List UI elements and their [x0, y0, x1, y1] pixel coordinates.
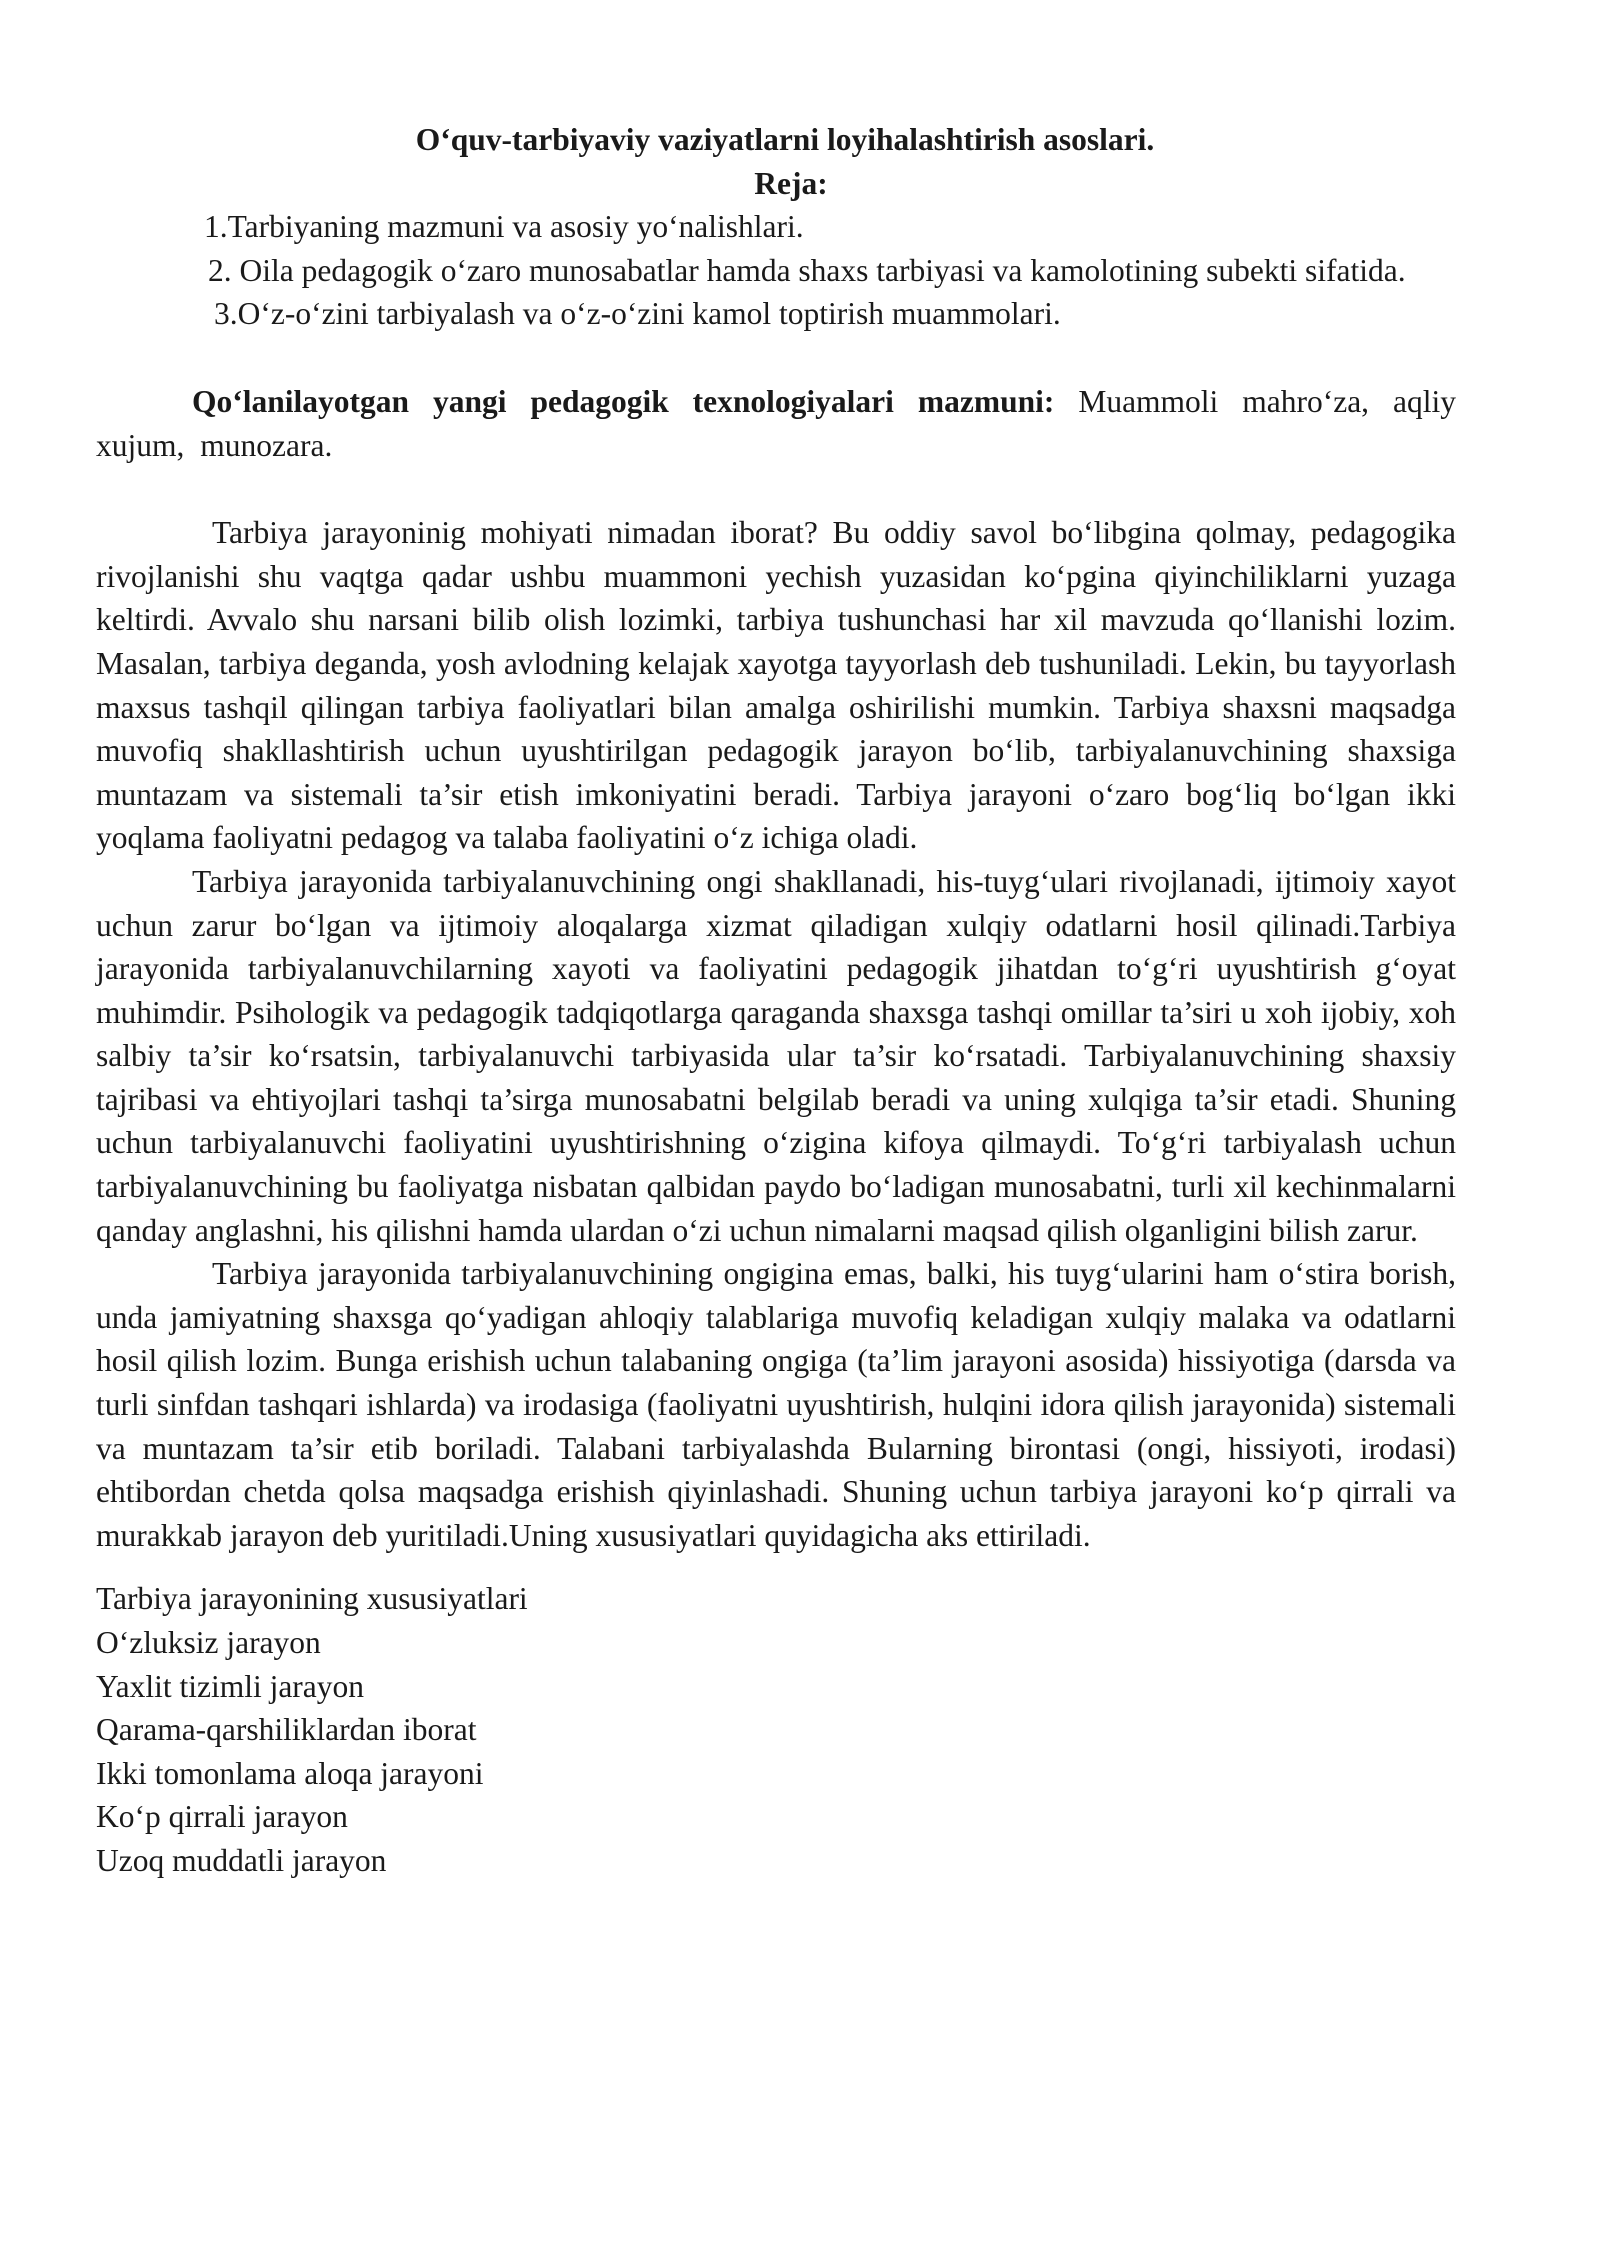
- feature-item: Ko‘p qirrali jarayon: [96, 1799, 348, 1835]
- plan-item-3: 3.O‘z-o‘zini tarbiyalash va o‘z-o‘zini kamol toptirish muammolari.: [214, 296, 1061, 332]
- plan-heading: Reja:: [754, 165, 828, 201]
- feature-item: Qarama-qarshiliklardan iborat: [96, 1712, 477, 1748]
- plan-item-2: 2. Oila pedagogik o‘zaro munosabatlar hamda shaxs tarbiyasi va kamolotining subekti sifatida.: [208, 252, 1406, 288]
- body-paragraph-3: Tarbiya jarayonida tarbiyalanuvchining ongigina emas, balki, his tuyg‘ularini ham o‘stira borish, unda jamiyatning shaxsga qo‘yadigan ahloqiy talablariga muvofiq keladigan xulqiy malaka va odatlarni hosil qilish lozim. Bunga erishish uchun talabaning ongiga (ta’lim jarayoni asosida) hissiyotiga (darsda va turli sinfdan tashqari ishlarda) va irodasiga (faoliyatni uyushtirish, hulqini idora qilish jarayonida) sistemali va muntazam ta’sir etib boriladi. Talabani tarbiyalashda Bularning birontasi (ongi, hissiyoti, irodasi) ehtibordan chetda qolsa maqsadga erishish qiyinlashadi. Shuning uchun tarbiya jarayoni ko‘p qirrali va murakkab jarayon deb yuritiladi.Uning xususiyatlari quyidagicha aks ettiriladi.: [96, 1256, 1456, 1553]
- plan-item-1: 1.Tarbiyaning mazmuni va asosiy yo‘nalishlari.: [204, 209, 804, 245]
- body-paragraph-2: Tarbiya jarayonida tarbiyalanuvchining ongi shakllanadi, his-tuyg‘ulari rivojlanadi, ijtimoiy xayot uchun zarur bo‘lgan va ijtimoiy aloqalarga xizmat qiladigan xulqiy odatlarni hosil qilinadi.Tarbiya jarayonida tarbiyalanuvchilarning xayoti va faoliyatini pedagogik jihatdan to‘g‘ri uyushtirish g‘oyat muhimdir. Psihologik va pedagogik tadqiqotlarga qaraganda shaxsga tashqi omillar ta’siri u xoh ijobiy, xoh salbiy ta’sir ko‘rsatsin, tarbiyalanuvchi tarbiyasida ular ta’sir ko‘rsatadi. Tarbiyalanuvchining shaxsiy tajribasi va ehtiyojlari tashqi ta’sirga munosabatni belgilab beradi va uning xulqiga ta’sir etadi. Shuning uchun tarbiyalanuvchi faoliyatini uyushtirishning o‘zigina kifoya qilmaydi. To‘g‘ri tarbiyalash uchun tarbiyalanuvchining bu faoliyatga nisbatan qalbidan paydo bo‘ladigan munosabatni, turli xil kechinmalarni qanday anglashni, his qilishni hamda ulardan o‘zi uchun nimalarni maqsad qilish olganligini bilish zarur.: [96, 863, 1456, 1248]
- feature-item: O‘zluksiz jarayon: [96, 1625, 321, 1660]
- document-page: [96, 118, 1456, 1883]
- technologies-text: Muammoli mahro‘za, aqliy xujum, munozara.: [96, 383, 1456, 463]
- feature-item: Yaxlit tizimli jarayon: [96, 1668, 365, 1704]
- body-paragraph-1: Tarbiya jarayoninig mohiyati nimadan iborat? Bu oddiy savol bo‘libgina qolmay, pedagogika rivojlanishi shu vaqtga qadar ushbu muammoni yechish yuzasidan ko‘pgina qiyinchiliklarni yuzaga keltirdi. Avvalo shu narsani bilib olish lozimki, tarbiya tushunchasi har xil mavzuda qo‘llanishi lozim. Masalan, tarbiya deganda, yosh avlodning kelajak xayotga tayyorlash deb tushuniladi. Lekin, bu tayyorlash maxsus tashqil qilingan tarbiya faoliyatlari bilan amalga oshirilishi mumkin. Tarbiya shaxsni maqsadga muvofiq shakllashtirish uchun uyushtirilgan pedagogik jarayon bo‘lib, tarbiyalanuvchining shaxsiga muntazam va sistemali ta’sir etish imkoniyatini beradi. Tarbiya jarayoni o‘zaro bog‘liq bo‘lgan ikki yoqlama faoliyatni pedagog va talaba faoliyatini o‘z ichiga oladi.: [96, 515, 1456, 856]
- features-list: [96, 1577, 1456, 1882]
- document-title: O‘quv-tarbiyaviy vaziyatlarni loyihalashtirish asoslari.: [415, 122, 1155, 157]
- technologies-paragraph: [96, 380, 1456, 467]
- feature-item: Uzoq muddatli jarayon: [96, 1842, 387, 1878]
- feature-item: Ikki tomonlama aloqa jarayoni: [96, 1755, 484, 1791]
- features-title: Tarbiya jarayonining xususiyatlari: [96, 1581, 528, 1617]
- technologies-lead: Qo‘lanilayotgan yangi pedagogik texnologiyalari mazmuni:: [192, 383, 1055, 419]
